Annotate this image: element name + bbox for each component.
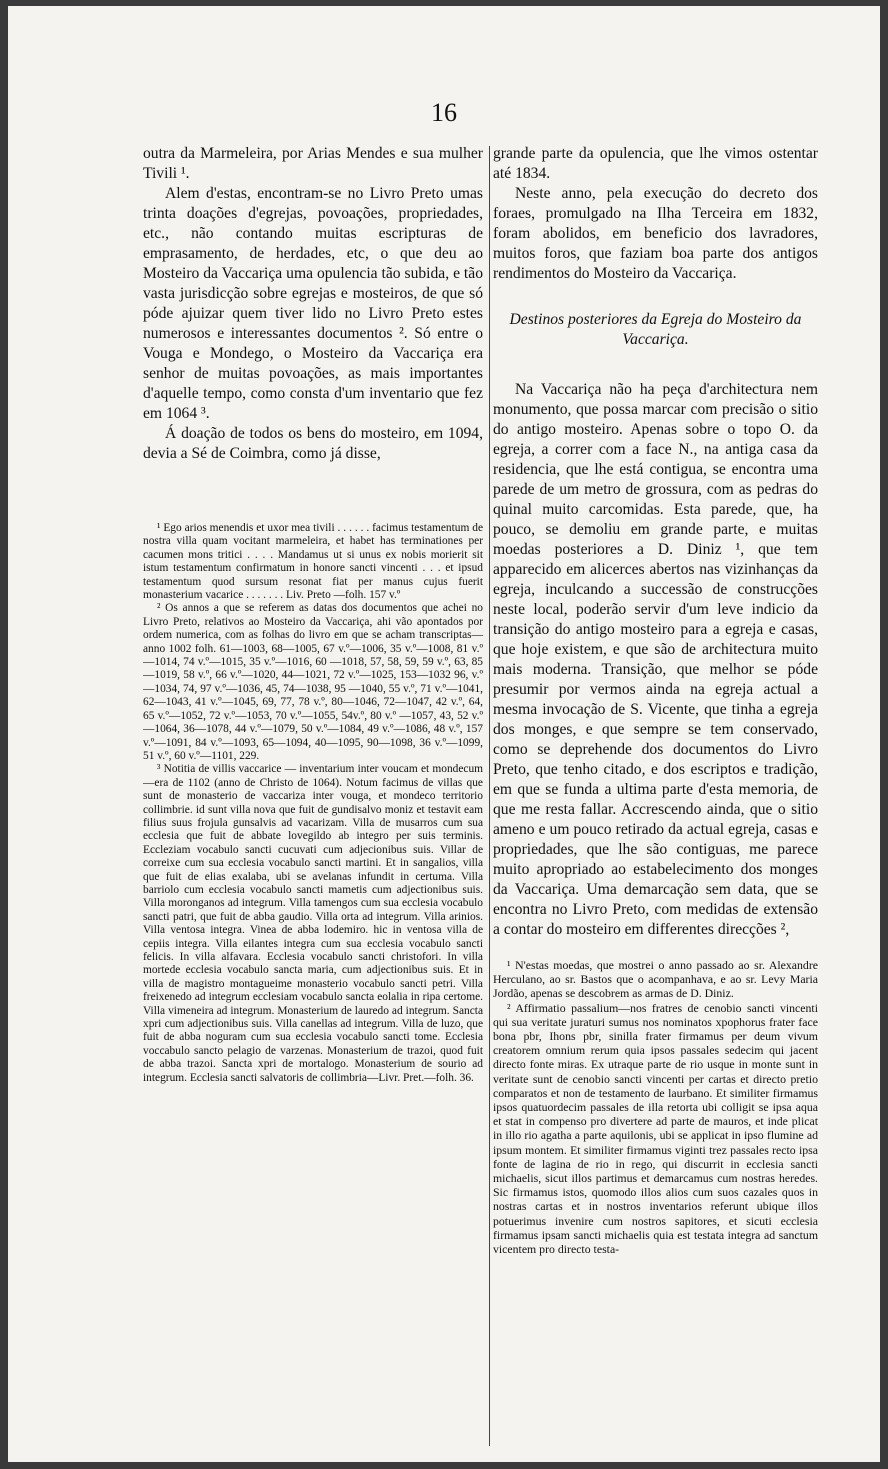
right-paragraph-2: Neste anno, pela execução do decreto dos foraes, promulgado na Ilha Terceira em 1832, foram abolidos, em beneficio dos lavradores, muitos foros, que faziam boa parte dos antigos rendimentos do Mosteiro da Vaccariça. [493,185,818,282]
left-footnotes [143,522,483,1085]
column-divider [489,146,490,1446]
left-paragraph-2: Alem d'estas, encontram-se no Livro Preto umas trinta doações d'egrejas, povoações, propriedades, etc., não contando muitas escripturas de emprasamento, de herdades, etc, o que deu ao Mosteiro da Vaccariça uma opulencia tão subida, e tão vasta jurisdicção sobre egrejas e mosteiros, de que só póde ajuizar quem tiver lido no Livro Preto estes numerosos e interessantes documentos ². Só entre o Vouga e Mondego, o Mosteiro da Vaccariça era senhor de muitas povoações, as mais importantes d'aquelle tempo, como consta d'um inventario que fez em 1064 ³. [143,185,483,422]
footnote-moedas: ¹ N'estas moedas, que mostrei o anno passado ao sr. Alexandre Herculano, ao sr. Bastos que o acompanhava, e ao sr. Levy Maria Jordão, apenas se descobrem as armas de D. Diniz. [493,958,818,1001]
left-paragraph-1: outra da Marmeleira, por Arias Mendes e sua mulher Tivili ¹. [143,145,483,182]
section-heading: Destinos posteriores da Egreja do Mosteiro da Vaccariça. [509,311,802,348]
footnote-affirmatio: ² Affirmatio passalium—nos fratres de cenobio sancti vincenti qui sua veritate juraturi sumus nos nominatos xpophorus frater face bona pbr, Ihons pbr, sinilla frater firmamus per deum vivum creatorem omnium rerum quia ipsos passales sedecim qui jacent directo fonte miras. Ex utraque parte de rio usque in monte sunt in veritate sunt de cenobio sancti vincenti per cartas et directo pretio comparatos et non de testamento de laurbano. Et similiter firmamus ipsos quatuordecim passales de illa retorta ubi colligit se ipsa aqua et stat in compenso pro divertere ad parte de mauros, et inde plicat in illo rio agatha a parte aquilonis, ubi se applicat in ipso flumine ad ipsum montem. Et similiter firmamus viginti trez passales recto ipsa fonte de lagina de rio in rego, qui discurrit in ecclesia sancti michaelis, sicut illos partimus et demarcamus cum nostras heredes. Sic firmamus istos, quomodo illos alios cum suos cazales quos in nostras cartas et in nostros inventarios referunt ubique illos potuerimus invenire cum nostros sapitores, et sicuti ecclesia firmamus ipsam sancti michaelis quia est testata integra ad sanctum vicentem pro directo testa- [493,1000,818,1257]
right-paragraph-3: Na Vaccariça não ha peça d'architectura nem monumento, que possa marcar com precisão o sitio do antigo mosteiro. Apenas sobre o topo O. da egreja, a correr com a face N., na antiga casa da residencia, que lhe está contigua, se encontra uma parede de um metro de grossura, com as pedras do quinal muito carcomidas. Esta parede, que, ha pouco, se demoliu em grande parte, e muitas moedas posteriores a D. Diniz ¹, que tem apparecido em alicerces abertos nas vizinhanças da egreja, inculcando a successão de construcções neste local, poderão servir d'um leve indicio da transição do antigo mosteiro para a egreja e casas, que hoje existem, e que são de architectura muito mais moderna. Transição, que melhor se póde presumir por vermos ainda na egreja actual a mesma invocação de S. Vicente, que tinha a egreja dos monges, e que sempre se tem conservado, como se deprehende dos documentos do Livro Preto, que tenho citado, e dos escriptos e tradição, em que se funda a ultima parte d'esta memoria, de que me resta fallar. Accrescendo ainda, que o sitio ameno e um pouco retirado da actual egreja, casas e propriedades, que lhe são contiguas, me parece muito apropriado ao estabelecimento dos monges da Vaccariça. Uma demarcação sem data, que se encontra no Livro Preto, com medidas de extensão a contar do mosteiro em differentes direcções ², [493,381,818,938]
footnote-1: ¹ Ego arios menendis et uxor mea tivili . . . . . . facimus testamentum de nostra villa quam vocitant marmeleira, et habet has terminationes per cacumen mons tritici . . . . Mandamus ut si unus ex nobis morierit sit istum testamentum confirmatum in honore sancti vincenti . . . et ipsud testamentum quod sursum resonat fiat per manus cujus fuerit monasterium vacarice . . . . . . . Liv. Preto —folh. 157 v.º [143,522,483,602]
left-paragraph-3: Á doação de todos os bens do mosteiro, em 1094, devia a Sé de Coimbra, como já disse, [143,425,483,462]
document-page [8,6,880,1462]
page-number: 16 [431,98,457,127]
footnote-3: ³ Notitia de villis vaccarice — inventarium inter voucam et mondecum—era de 1102 (anno de Christo de 1064). Notum facimus de villas que sunt de monasterio de vaccariza inter vouga, et mondeco territorio collimbrie. id sunt villa nova que fuit de gundisalvo moniz et testavit eam filius suus frojula gunsalvis ad vacarizam. Villa de musarros cum sua ecclesia que fuit de abbate lovegildo ab integro per suis terminis. Eccleziam vocabulo sancti cucuvati cum adjecionibus suis. Villar de correixe cum sua ecclesia vocabulo sancti martini. Et in sangalios, villa que fuit de elias exalaba, ubi se avelanas infundit in certuma. Villa barriolo cum ecclesia vocabulo sancti mametis cum adjectionibus suis. Villa moronganos ad integrum. Villa tamengos cum sua ecclesia vocabulo sancti patri, que fuit de abba gaudio. Villa orta ad integrum. Villa arinios. Villa ventosa integra. Vinea de abba lodemiro. hic in ventosa villa de cepiis integra. Villa eilantes integra cum sua ecclesia vocabulo sancti felicis. In villa alfavara. Ecclesia vocabulo sancti christofori. In villa mortede ecclesia vocabulo sancta maria, cum adjectionibus suis. Et in villa de magistro montagueime monasterio vocabulo sancti petri. Villa freixenedo ad integrum ecclesiam vocabulo sancta eolalia in ripa certome. Villa vimeneira ad integrum. Monasterium de lauredo ad integrum. Sancta xpri cum adjectionibus suis. Villa canellas ad integrum. Villa de luzo, que fuit de abba noguram cum sua ecclesia vocabulo sancti tome. Ecclesia voccabulo sancto pelagio de varzenas. Monasterium de trazoi, quod fuit de abba trazoi. Sancta xpri de mortalogo. Monasterium de sourio ad integrum. Ecclesia sancti salvatoris de collimbria—Livr. Pret.—folh. 36. [143,763,483,1084]
right-paragraph-1: grande parte da opulencia, que lhe vimos ostentar até 1834. [493,145,818,182]
footnote-2: ² Os annos a que se referem as datas dos documentos que achei no Livro Preto, relativos ao Mosteiro da Vaccariça, ahi vão apontados por ordem numerica, com as folhas do livro em que se acham transcriptas—anno 1002 folh. 61—1003, 68—1005, 67 v.º—1006, 35 v.º—1008, 81 v.º—1014, 74 v.º—1015, 35 v.º—1016, 60 —1018, 57, 58, 59, 59 v.º, 63, 85—1019, 58 v.º, 66 v.º—1020, 44—1021, 72 v.º—1025, 153—1032 96, v.º—1034, 74, 97 v.º—1036, 45, 74—1038, 95 —1040, 55 v.º, 71 v.º—1041, 62—1043, 41 v.º—1045, 69, 77, 78 v.º, 80—1046, 72—1047, 42 v.º, 64, 65 v.º—1052, 72 v.º—1053, 70 v.º—1055, 54v.º, 80 v.º —1057, 43, 52 v.º—1064, 36—1078, 44 v.º—1079, 50 v.º—1084, 49 v.º—1086, 48 v.º, 157 v.º—1091, 84 v.º—1093, 65—1094, 40—1095, 90—1098, 36 v.º—1099, 51 v.º, 60 v.º—1101, 229. [143,602,483,762]
right-column [493,144,818,1256]
left-column [143,144,483,1085]
right-footnotes [493,958,818,1256]
